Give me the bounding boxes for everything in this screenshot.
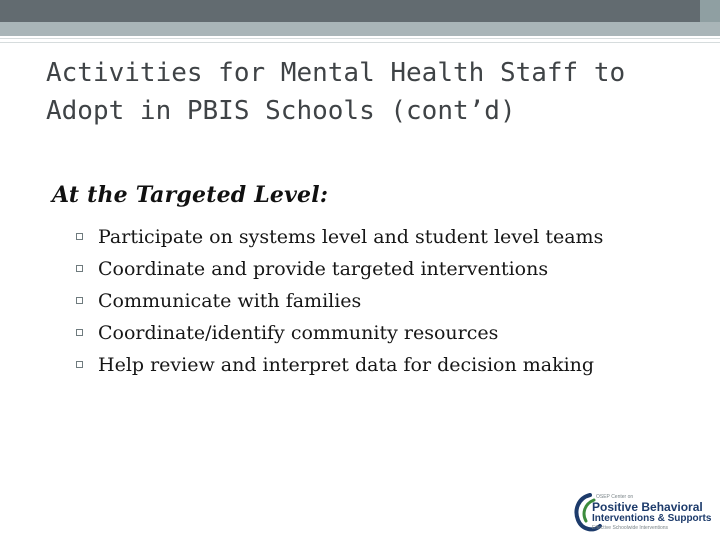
bullet-marker-icon <box>76 361 83 368</box>
bullet-list <box>76 223 676 383</box>
bullet-text: Communicate with families <box>98 290 362 312</box>
bullet-marker-icon <box>76 265 83 272</box>
pbis-logo <box>572 492 712 534</box>
bullet-text: Coordinate and provide targeted interventions <box>98 258 549 280</box>
top-band-right <box>700 0 720 22</box>
bullet-text: Participate on systems level and student level teams <box>98 226 604 248</box>
bullet-item <box>76 351 676 379</box>
logo-line-2: Interventions & Supports <box>592 513 712 524</box>
bullet-item <box>76 287 676 315</box>
bullet-item <box>76 223 676 251</box>
section-subheading: At the Targeted Level: <box>52 182 329 208</box>
logo-top-line: OSEP Center on <box>596 494 634 500</box>
slide-title: Activities for Mental Health Staff to Adopt in PBIS Schools (cont’d) <box>46 58 626 126</box>
logo-line-3: Effective Schoolwide Interventions <box>592 525 669 531</box>
top-band-dark <box>0 0 700 22</box>
logo-line-1: Positive Behavioral <box>592 500 703 514</box>
bullet-text: Help review and interpret data for decision making <box>98 354 595 376</box>
bullet-marker-icon <box>76 329 83 336</box>
divider-line <box>0 38 720 39</box>
bullet-text: Coordinate/identify community resources <box>98 322 499 344</box>
top-band-light <box>0 22 720 36</box>
bullet-marker-icon <box>76 297 83 304</box>
bullet-marker-icon <box>76 233 83 240</box>
divider-line <box>0 42 720 43</box>
bullet-item <box>76 255 676 283</box>
bullet-item <box>76 319 676 347</box>
